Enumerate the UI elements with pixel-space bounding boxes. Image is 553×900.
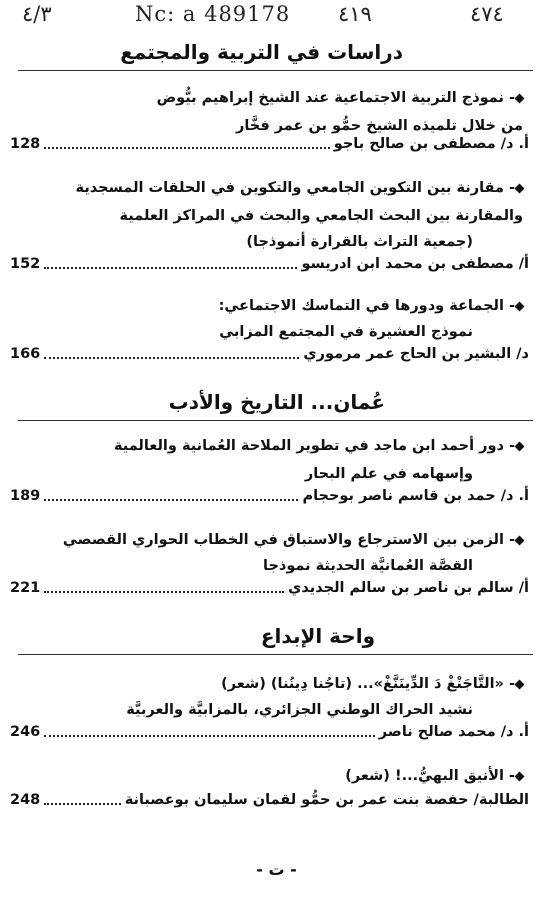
handwritten-call-number: Nc: a 489178 — [135, 2, 291, 26]
entry-title-line: نشيد الحراك الوطني الجزائري، بالمزابيَّة والعربيَّة — [126, 702, 473, 718]
entry-title-line: والمقارنة بين البحث الجامعي والبحث في المراكز العلمية — [119, 208, 523, 224]
entry-author-row — [10, 344, 529, 364]
entry-author: أ. د/ محمد صالح ناصر — [378, 724, 529, 740]
entry-page-number: 246 — [10, 724, 41, 740]
divider-rule — [18, 420, 533, 421]
entry-page-number: 128 — [10, 136, 41, 152]
entry-title-line: - دور أحمد ابن ماجد في تطوير الملاحة العُمانية والعالمية — [113, 438, 515, 454]
entry-page-number: 189 — [10, 488, 41, 504]
handwritten-right-code: ٤٧٤ — [470, 2, 504, 26]
leader-dots — [44, 591, 284, 593]
section-title: دراسات في التربية والمجتمع — [120, 40, 403, 64]
entry-author: أ/ مصطفى بن محمد ابن ادريسو — [301, 256, 529, 272]
entry-title-line: - الجماعة ودورها في التماسك الاجتماعي: — [218, 298, 515, 314]
entry-author-row — [10, 722, 529, 742]
section-title: عُمان... التاريخ والأدب — [168, 390, 385, 414]
entry-author-row — [10, 578, 529, 598]
entry-title-line: - نموذج التربية الاجتماعية عند الشيخ إبراهيم بيُّوض — [156, 90, 515, 106]
entry-author-row — [10, 134, 529, 154]
entry-title-line: من خلال تلميذه الشيخ حمُّو بن عمر فخَّار — [235, 118, 523, 134]
section-heading-education-society — [0, 40, 553, 64]
leader-dots — [44, 147, 329, 149]
diamond-bullet-icon — [515, 94, 525, 104]
entry-title-line: - الزمن بين الاسترجاع والاستباق في الخطاب الحواري القصصي — [62, 532, 515, 548]
handwritten-fraction: ٤/٣ — [22, 2, 52, 26]
divider-rule — [18, 654, 533, 655]
entry-title-line: (جمعية التراث بالقرارة أنموذجا) — [246, 234, 473, 250]
leader-dots — [44, 357, 299, 359]
entry-page-number: 152 — [10, 256, 41, 272]
leader-dots — [44, 267, 297, 269]
section-heading-oman-history-literature — [0, 390, 553, 414]
entry-title-line: - الأنيق البهيُّ...! (شعر) — [345, 768, 515, 784]
entry-title-line: وإسهامه في علم البحار — [304, 466, 473, 482]
leader-dots — [44, 803, 120, 805]
entry-author: د/ البشير بن الحاج عمر مرموري — [303, 346, 529, 362]
entry-author-row — [10, 254, 529, 274]
entry-page-number: 166 — [10, 346, 41, 362]
diamond-bullet-icon — [515, 184, 525, 194]
entry-author-row — [10, 486, 529, 506]
diamond-bullet-icon — [515, 442, 525, 452]
diamond-bullet-icon — [515, 302, 525, 312]
section-heading-creativity-oasis — [0, 624, 553, 648]
diamond-bullet-icon — [515, 536, 525, 546]
entry-title-line: القصَّة العُمانيَّة الحديثة نموذجا — [263, 558, 473, 574]
divider-rule — [18, 70, 533, 71]
entry-page-number: 221 — [10, 580, 41, 596]
diamond-bullet-icon — [515, 772, 525, 782]
entry-title-line: نموذج العشيرة في المجتمع المزابي — [219, 324, 473, 340]
diamond-bullet-icon — [515, 680, 525, 690]
entry-author: الطالبة/ حفصة بنت عمر بن حمُّو لقمان سليمان بوعصبانة — [124, 792, 529, 808]
entry-author: أ. د/ حمد بن قاسم ناصر بوحجام — [302, 488, 529, 504]
page-footer-marker: - ت - — [256, 860, 297, 879]
entry-title-line: - «التَّاجَنْغْ دَ الدِّينَنَّغْ»... (تاجُنا دِينُنا) (شعر) — [221, 676, 515, 692]
entry-page-number: 248 — [10, 792, 41, 808]
entry-title-line: - مقارنة بين التكوين الجامعي والتكوين في الحلقات المسجدية — [75, 180, 515, 196]
handwritten-mid-code: ٤١٩ — [338, 2, 372, 26]
entry-author-row — [10, 790, 529, 810]
leader-dots — [44, 735, 375, 737]
entry-author: أ/ سالم بن ناصر بن سالم الجديدي — [288, 580, 529, 596]
section-title: واحة الإبداع — [260, 624, 375, 648]
leader-dots — [44, 499, 298, 501]
entry-author: أ. د/ مصطفى بن صالح باجو — [333, 136, 529, 152]
